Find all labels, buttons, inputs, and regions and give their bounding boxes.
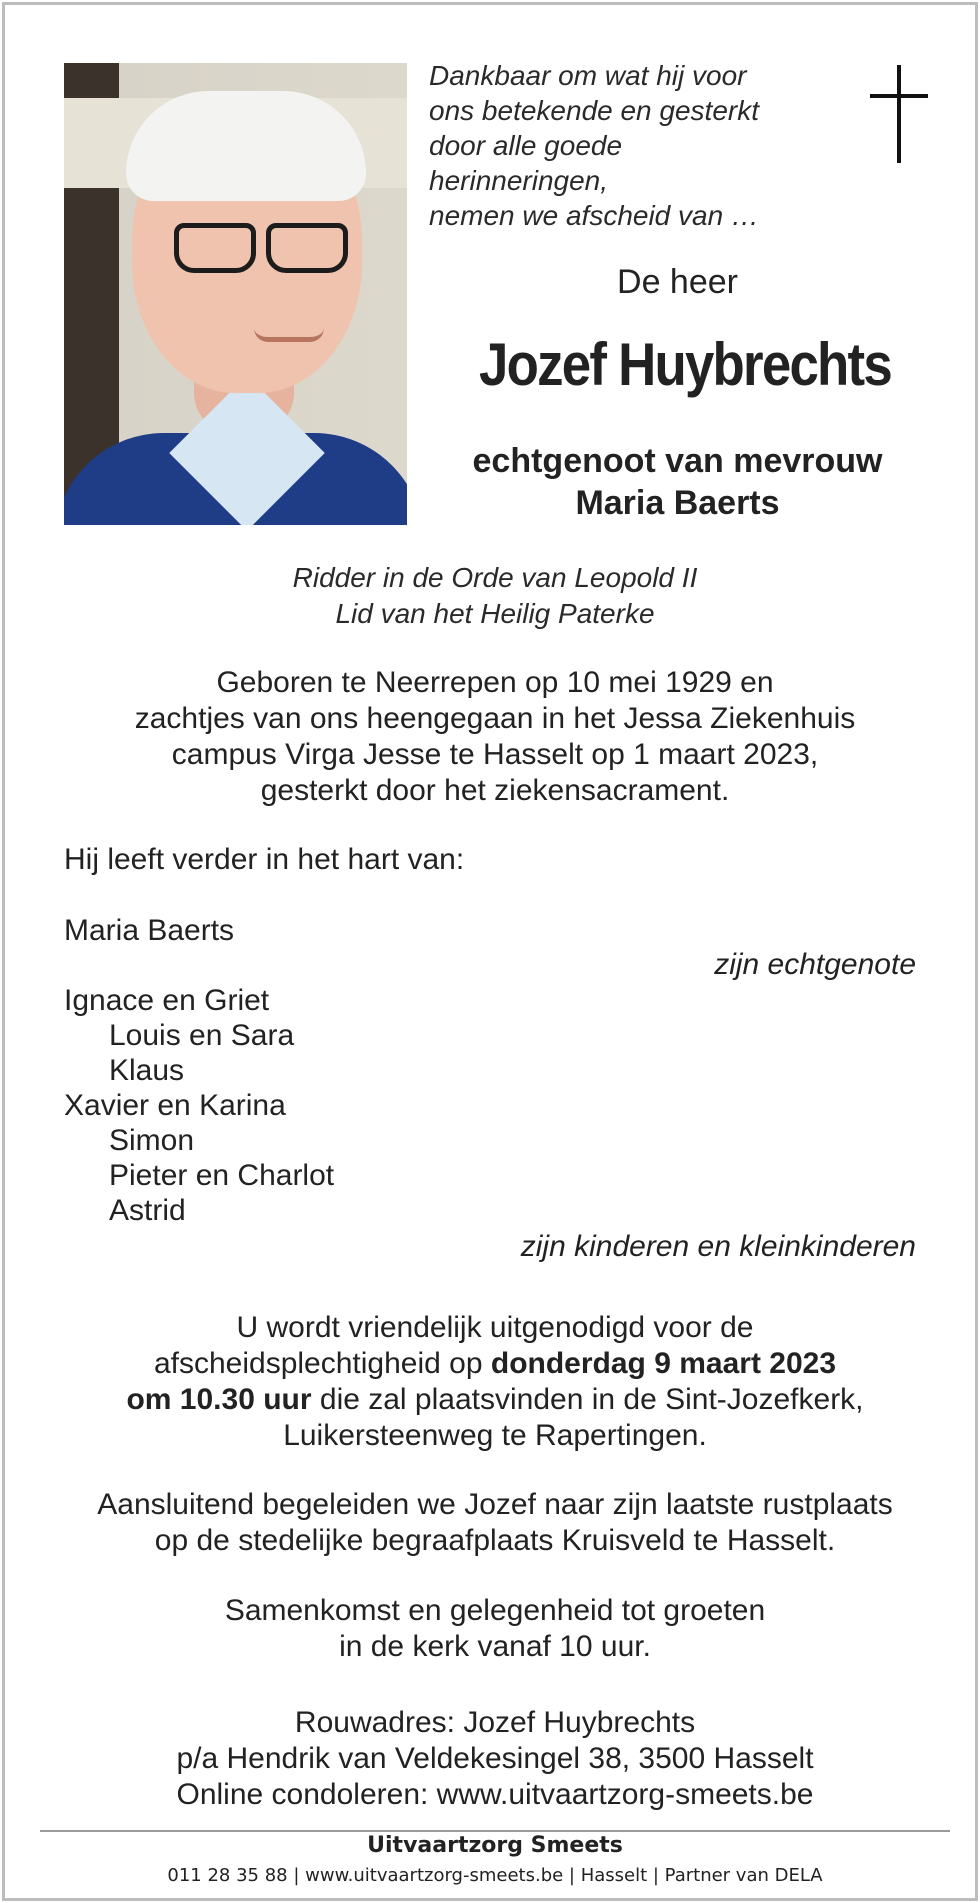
ceremony-date: donderdag 9 maart 2023: [490, 1347, 837, 1380]
cross-horizontal: [870, 94, 928, 98]
cross-icon: [870, 65, 928, 165]
family-grandchild: Klaus: [109, 1054, 185, 1087]
invitation: [5, 1310, 980, 1454]
invitation-line: U wordt vriendelijk uitgenodigd voor de: [236, 1311, 754, 1344]
intro-line: herinneringen,: [429, 165, 609, 196]
photo-smile: [254, 328, 324, 342]
deceased-name: Jozef Huybrechts: [479, 331, 891, 398]
intro-line: ons betekende en gesterkt: [429, 95, 760, 126]
spouse-line: echtgenoot van mevrouw: [472, 442, 883, 480]
invitation-line: [5, 1346, 980, 1382]
funeral-home-name: Uitvaartzorg Smeets: [367, 1833, 623, 1858]
address-line: p/a Hendrik van Veldekesingel 38, 3500 Hasselt: [176, 1742, 814, 1775]
portrait-photo: [64, 63, 407, 525]
intro-line: nemen we afscheid van …: [429, 200, 759, 231]
photo-glasses: [174, 223, 349, 275]
family-child: Xavier en Karina: [64, 1089, 286, 1122]
lives-on-heading: Hij leeft verder in het hart van:: [64, 843, 465, 876]
invitation-line: Luikersteenweg te Rapertingen.: [283, 1419, 707, 1452]
burial-line: Aansluitend begeleiden we Jozef naar zijn laatste rustplaats: [97, 1488, 893, 1521]
family-grandchild: Louis en Sara: [109, 1019, 295, 1052]
funeral-home-contact: 011 28 35 88 | www.uitvaartzorg-smeets.be | Hasselt | Partner van DELA: [167, 1865, 823, 1886]
invitation-line: [5, 1382, 980, 1418]
honor-line: Ridder in de Orde van Leopold II: [292, 562, 698, 593]
birth-line: campus Virga Jesse te Hasselt op 1 maart 2023,: [171, 738, 819, 771]
intro-text: [429, 58, 829, 233]
family-children-role: zijn kinderen en kleinkinderen: [520, 1230, 916, 1263]
title-prefix: De heer: [617, 263, 738, 301]
address-info: [5, 1705, 980, 1813]
invitation-text: afscheidsplechtigheid op: [153, 1347, 491, 1380]
spouse-info: [425, 440, 930, 524]
family-child: Ignace en Griet: [64, 984, 270, 1017]
obituary-card: [2, 2, 978, 1901]
gathering-info: [5, 1593, 980, 1665]
photo-lens-left: [174, 223, 256, 273]
invitation-text: die zal plaatsvinden in de Sint-Jozefkerk,: [311, 1383, 864, 1416]
family-grandchild: Pieter en Charlot: [109, 1159, 335, 1192]
spouse-line: Maria Baerts: [575, 484, 780, 522]
family-spouse: Maria Baerts: [64, 914, 235, 947]
birth-death-info: [5, 665, 980, 809]
honor-line: Lid van het Heilig Paterke: [335, 598, 655, 629]
cross-vertical: [897, 65, 901, 163]
birth-line: Geboren te Neerrepen op 10 mei 1929 en: [216, 666, 774, 699]
intro-line: door alle goede: [429, 130, 623, 161]
burial-line: op de stedelijke begraafplaats Kruisveld te Hasselt.: [154, 1524, 836, 1557]
footer-divider: [40, 1830, 950, 1832]
photo-lens-right: [266, 223, 348, 273]
family-grandchild: Simon: [109, 1124, 195, 1157]
family-spouse-role: zijn echtgenote: [714, 948, 916, 981]
birth-line: gesterkt door het ziekensacrament.: [260, 774, 730, 807]
address-line: Online condoleren: www.uitvaartzorg-smeets.be: [176, 1778, 814, 1811]
ceremony-time: om 10.30 uur: [126, 1383, 312, 1416]
gathering-line: in de kerk vanaf 10 uur.: [339, 1630, 651, 1663]
address-line: Rouwadres: Jozef Huybrechts: [294, 1706, 696, 1739]
photo-hair: [126, 91, 366, 201]
family-grandchild: Astrid: [109, 1194, 186, 1227]
birth-line: zachtjes van ons heengegaan in het Jessa Ziekenhuis: [134, 702, 856, 735]
intro-line: Dankbaar om wat hij voor: [429, 60, 747, 91]
honors: [5, 560, 980, 632]
burial-info: [5, 1487, 980, 1559]
gathering-line: Samenkomst en gelegenheid tot groeten: [224, 1594, 766, 1627]
